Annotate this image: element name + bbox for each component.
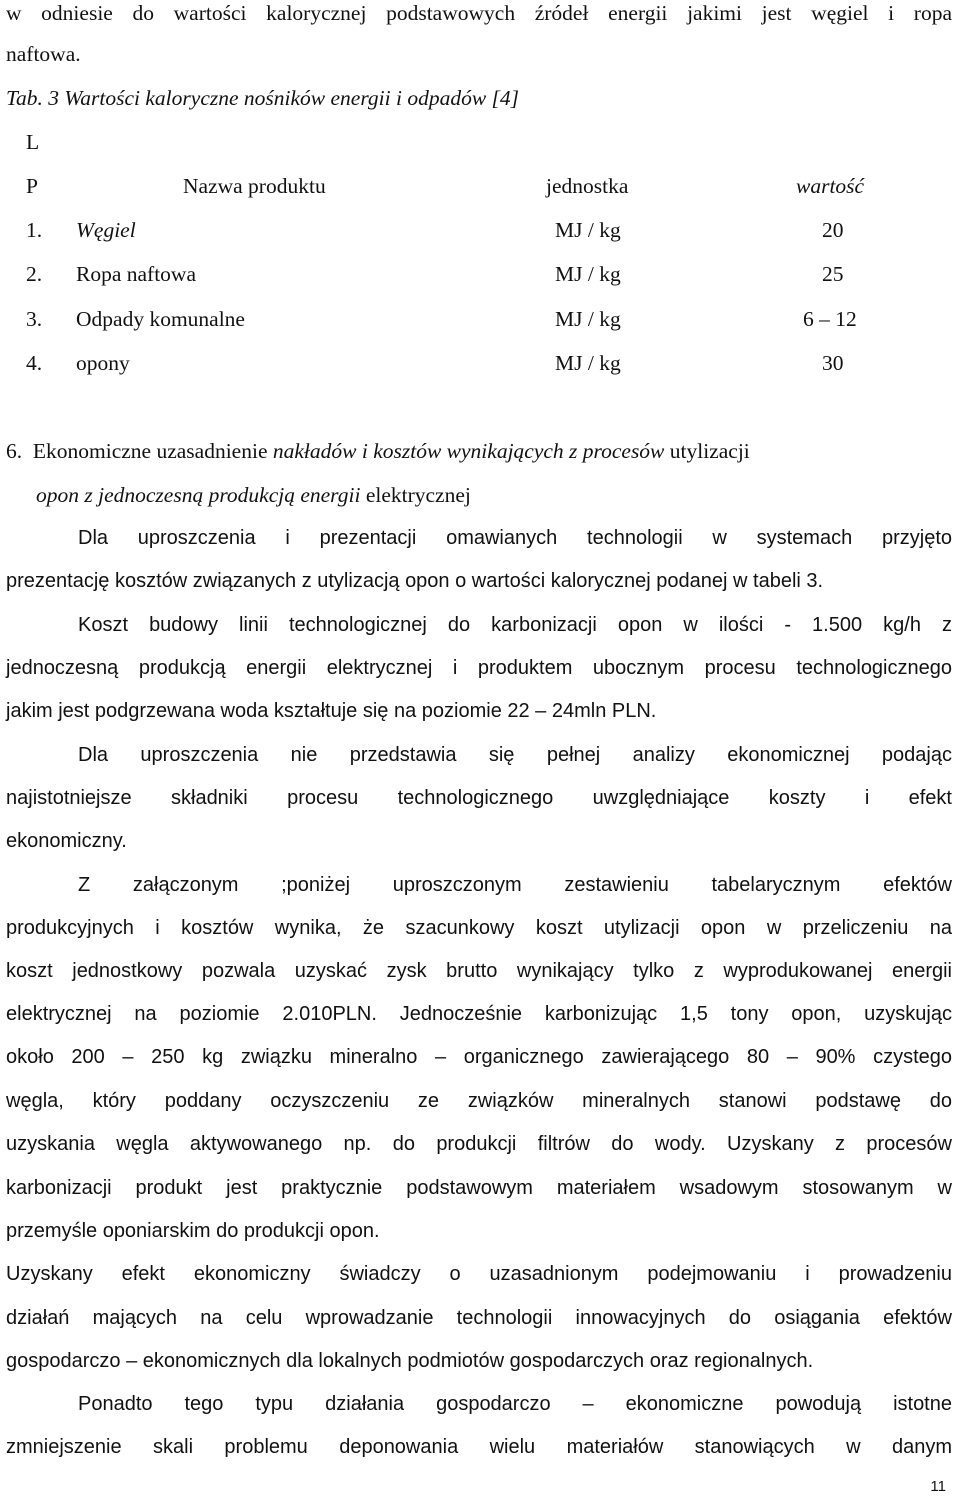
section-heading-line-2 xyxy=(36,481,471,509)
body-line: Dla uproszczenia i prezentacji omawianych technologii w systemach przyjęto xyxy=(78,527,952,549)
body-line: uzyskania węgla aktywowanego np. do produkcji filtrów do wody. Uzyskany z procesów xyxy=(6,1133,952,1155)
body-line: działań mających na celu wprowadzanie technologii innowacyjnych do osiągania efektów xyxy=(6,1307,952,1329)
body-line: węgla, który poddany oczyszczeniu ze związków mineralnych stanowi podstawę do xyxy=(6,1090,952,1112)
table-caption xyxy=(6,84,952,112)
body-line: około 200 – 250 kg związku mineralno – organicznego zawierającego 80 – 90% czystego xyxy=(6,1046,952,1068)
row-lp: 1. xyxy=(26,218,43,242)
row-product-name: Ropa naftowa xyxy=(76,262,197,286)
section-title-part-e: elektrycznej xyxy=(365,483,471,507)
body-line: prezentację kosztów związanych z utylizacją opon o wartości kalorycznej podanej w tabeli 3. xyxy=(6,570,824,592)
row-unit: MJ / kg xyxy=(555,218,621,242)
body-line: Dla uproszczenia nie przedstawia się pełnej analizy ekonomicznej podając xyxy=(78,744,952,766)
body-line: produkcyjnych i kosztów wynika, że szacunkowy koszt utylizacji opon w przeliczeniu na xyxy=(6,917,952,939)
section-title-part-d: opon z jednoczesną produkcją energii xyxy=(36,483,361,507)
body-line: przemyśle oponiarskim do produkcji opon. xyxy=(6,1220,380,1242)
header-lp-top: L xyxy=(26,130,40,154)
body-line: Uzyskany efekt ekonomiczny świadczy o uzasadnionym podejmowaniu i prowadzeniu xyxy=(6,1263,952,1285)
row-lp: 2. xyxy=(26,262,43,286)
row-product-name: opony xyxy=(76,351,130,375)
row-value: 20 xyxy=(822,218,844,242)
header-value: wartość xyxy=(796,174,865,198)
intro-line-2: naftowa. xyxy=(6,42,81,66)
row-unit: MJ / kg xyxy=(555,262,621,286)
row-unit: MJ / kg xyxy=(555,307,621,331)
row-lp: 3. xyxy=(26,307,43,331)
body-line: najistotniejsze składniki procesu technologicznego uwzględniające koszty i efekt xyxy=(6,787,952,809)
row-value: 30 xyxy=(822,351,844,375)
row-unit: MJ / kg xyxy=(555,351,621,375)
row-value: 6 – 12 xyxy=(803,307,857,331)
header-unit: jednostka xyxy=(546,174,629,198)
section-heading xyxy=(6,437,750,465)
row-value: 25 xyxy=(822,262,844,286)
section-title-part-c: utylizacji xyxy=(669,439,750,463)
body-line: gospodarczo – ekonomicznych dla lokalnych podmiotów gospodarczych oraz regionalnych. xyxy=(6,1350,814,1372)
header-product-name: Nazwa produktu xyxy=(183,174,326,198)
body-line: Z załączonym ;poniżej uproszczonym zestawieniu tabelarycznym efektów xyxy=(78,874,952,896)
header-lp-bottom: P xyxy=(26,174,38,198)
row-product-name: Odpady komunalne xyxy=(76,307,245,331)
body-line: Koszt budowy linii technologicznej do karbonizacji opon w ilości - 1.500 kg/h z xyxy=(78,614,952,636)
body-line: jednoczesną produkcją energii elektrycznej i produktem ubocznym procesu technologicznego xyxy=(6,657,952,679)
body-line: Ponadto tego typu działania gospodarczo – ekonomiczne powodują istotne xyxy=(78,1393,952,1415)
section-title-part-b: nakładów i kosztów wynikających z procesów xyxy=(272,439,665,463)
body-line: elektrycznej na poziomie 2.010PLN. Jednocześnie karbonizując 1,5 tony opon, uzyskując xyxy=(6,1003,952,1025)
row-lp: 4. xyxy=(26,351,43,375)
section-number: 6. xyxy=(6,439,23,463)
table-caption-text: Tab. 3 Wartości kaloryczne nośników energii i odpadów [4] xyxy=(6,86,520,110)
body-line: karbonizacji produkt jest praktycznie podstawowym materiałem wsadowym stosowanym w xyxy=(6,1177,952,1199)
section-title-part-a: Ekonomiczne uzasadnienie xyxy=(32,439,268,463)
intro-line-1: w odniesie do wartości kalorycznej podstawowych źródeł energii jakimi jest węgiel i ropa xyxy=(6,1,952,25)
body-line: koszt jednostkowy pozwala uzyskać zysk brutto wynikający tylko z wyprodukowanej energii xyxy=(6,960,952,982)
row-product-name: Węgiel xyxy=(76,218,136,242)
page-number: 11 xyxy=(930,1478,946,1495)
body-line: ekonomiczny. xyxy=(6,830,127,852)
body-line: jakim jest podgrzewana woda kształtuje się na poziomie 22 – 24mln PLN. xyxy=(6,700,657,722)
body-line: zmniejszenie skali problemu deponowania wielu materiałów stanowiących w danym xyxy=(6,1436,952,1458)
